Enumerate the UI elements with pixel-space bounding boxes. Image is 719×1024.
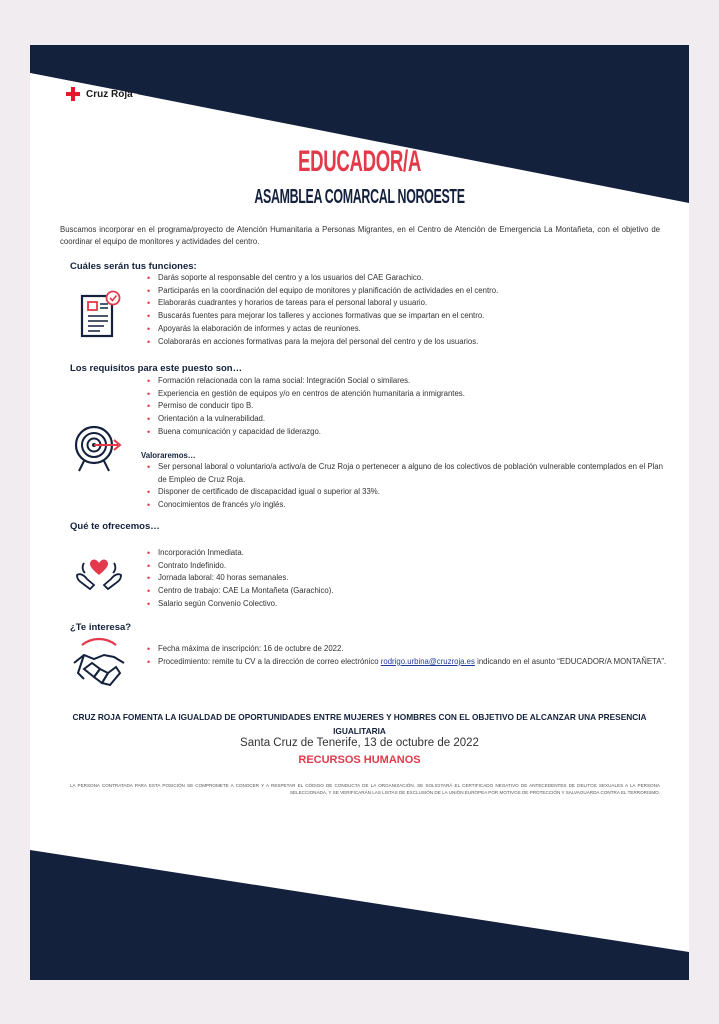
- department-label: RECURSOS HUMANOS: [298, 754, 421, 766]
- red-cross-icon: [66, 87, 80, 101]
- list-item: • Permiso de conducir tipo B.: [147, 400, 657, 413]
- procedimiento-item: [147, 656, 669, 669]
- ofrecemos-heading: Qué te ofrecemos…: [70, 521, 160, 532]
- list-item: • Ser personal laboral o voluntario/a activo/a de Cruz Roja o pertenecer a alguno de los colectivos de población vulnerable contemplados en el Plan de Empleo de Cruz Roja.: [147, 461, 667, 486]
- target-icon: [72, 423, 128, 473]
- list-item: • Apoyarás la elaboración de informes y actas de reuniones.: [147, 323, 657, 336]
- interesa-heading: ¿Te interesa?: [70, 622, 132, 633]
- job-subtitle: ASAMBLEA COMARCAL NOROESTE: [254, 186, 465, 208]
- cruz-roja-logo: [66, 87, 133, 101]
- interesa-list: [147, 643, 669, 668]
- email-link[interactable]: rodrigo.urbina@cruzroja.es: [380, 656, 475, 666]
- list-item: • Experiencia en gestión de equipos y/o en centros de atención humanitaria a inmigrantes.: [147, 388, 657, 401]
- list-item: • Buena comunicación y capacidad de liderazgo.: [147, 426, 657, 439]
- heart-hands-icon: [74, 551, 124, 597]
- list-item: • Darás soporte al responsable del centro y a los usuarios del CAE Garachico.: [147, 272, 657, 285]
- list-item: • Colaborarás en acciones formativas para la mejora del personal del centro y de los usuarios.: [147, 336, 657, 349]
- list-item: • Incorporación Inmediata.: [147, 547, 657, 560]
- funciones-heading: Cuáles serán tus funciones:: [70, 261, 197, 272]
- list-item: • Buscarás fuentes para mejorar los talleres y acciones formativas que se impartan en el centro.: [147, 310, 657, 323]
- equality-statement: CRUZ ROJA FOMENTA LA IGUALDAD DE OPORTUNIDADES ENTRE MUJERES Y HOMBRES CON EL OBJETIVO DE ALCANZAR UNA PRESENCIA IGUALITARIA: [72, 712, 647, 736]
- list-item: • Orientación a la vulnerabilidad.: [147, 413, 657, 426]
- list-item: • Centro de trabajo: CAE La Montañeta (Garachico).: [147, 585, 657, 598]
- valoraremos-list: [147, 461, 667, 512]
- place-date: Santa Cruz de Tenerife, 13 de octubre de 2022: [240, 737, 479, 749]
- list-item: • Jornada laboral: 40 horas semanales.: [147, 572, 657, 585]
- logo-text: Cruz Roja: [86, 88, 133, 100]
- list-item: • Participarás en la coordinación del equipo de monitores y planificación de actividades en el centro.: [147, 285, 657, 298]
- requisitos-heading: Los requisitos para este puesto son…: [70, 363, 243, 374]
- handshake-icon: [70, 633, 128, 691]
- top-decorative-band: [30, 45, 689, 205]
- requisitos-list: [147, 375, 657, 439]
- ofrecemos-list: [147, 547, 657, 611]
- bottom-decorative-band: [30, 845, 689, 980]
- job-offer-page: [30, 45, 689, 980]
- intro-paragraph: Buscamos incorporar en el programa/proyecto de Atención Humanitaria a Personas Migrantes, en el Centro de Atención de Emergencia La Montañeta, con el objetivo de coordinar el equipo de monitores y actividades del centro.: [60, 225, 660, 246]
- procedimiento-suffix: indicando en el asunto “EDUCADOR/A MONTAÑETA”.: [477, 656, 667, 666]
- list-item: • Elaborarás cuadrantes y horarios de tareas para el personal laboral y usuario.: [147, 297, 657, 310]
- procedimiento-text: Procedimiento: remite tu CV a la dirección de correo electrónico: [158, 656, 379, 666]
- valoraremos-heading: Valoraremos…: [141, 451, 196, 460]
- funciones-list: [147, 272, 657, 348]
- fecha-item: • Fecha máxima de inscripción: 16 de octubre de 2022.: [147, 643, 669, 656]
- list-item: • Formación relacionada con la rama social: Integración Social o similares.: [147, 375, 657, 388]
- list-item: • Conocimientos de francés y/o inglés.: [147, 499, 667, 512]
- fine-print: LA PERSONA CONTRATADA PARA ESTA POSICIÓN SE COMPROMETE A CONOCER Y A RESPETAR EL CÓDIGO DE CONDUCTA DE LA ORGANIZACIÓN. SE SOLICITARÁ EL CERTIFICADO NEGATIVO DE ANTECEDENTES DE DELITOS SEXUALES A LA PERSONA SELECCIONADA, Y SE VERIFICARÁN LAS LISTAS DE EXCLUSIÓN DE LA UNIÓN EUROPEA POR MOTIVOS DE PROTECCIÓN Y SALVAGUARDA CONTRA EL TERRORISMO.: [70, 783, 660, 795]
- job-title: EDUCADOR/A: [298, 145, 421, 178]
- document-check-icon: [78, 290, 124, 342]
- list-item: • Contrato Indefinido.: [147, 560, 657, 573]
- list-item: • Disponer de certificado de discapacidad igual o superior al 33%.: [147, 486, 667, 499]
- list-item: • Salario según Convenio Colectivo.: [147, 598, 657, 611]
